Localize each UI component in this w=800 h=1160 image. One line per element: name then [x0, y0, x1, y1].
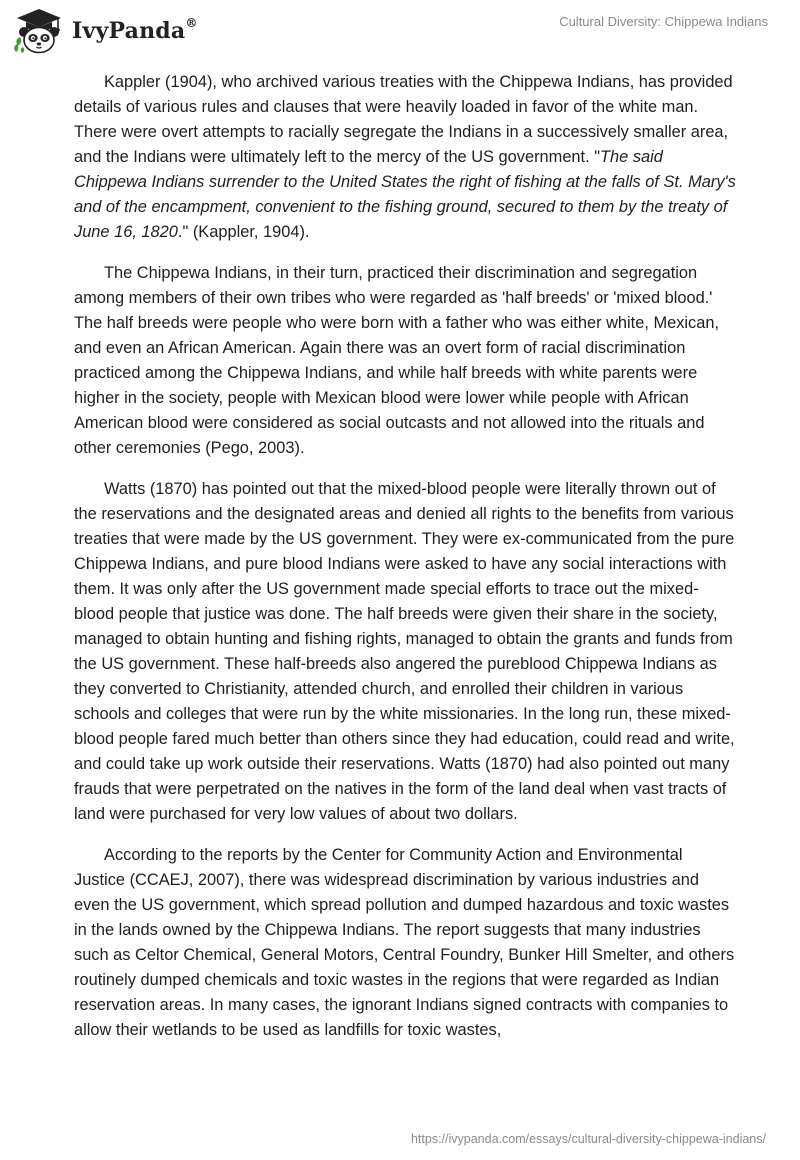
document-title: Cultural Diversity: Chippewa Indians — [559, 14, 768, 29]
source-url[interactable]: https://ivypanda.com/essays/cultural-diversity-chippewa-indians/ — [410, 1132, 766, 1146]
article-body — [74, 70, 736, 1059]
paragraph-4: According to the reports by the Center for Community Action and Environmental Justice (CCAEJ, 2007), there was widespread discrimination by various industries and even the US government, which spread pollution and dumped hazardous and toxic wastes in the lands owned by the Chippewa Indians. The report suggests that many industries such as Celtor Chemical, General Motors, Central Foundry, Bunker Hill Smelter, and others routinely dumped chemicals and toxic wastes in the regions that were regarded as Indian reservation areas. In many cases, the ignorant Indians signed contracts with companies to allow their wetlands to be used as landfills for toxic wastes, — [74, 846, 735, 1039]
paragraph-3: Watts (1870) has pointed out that the mixed-blood people were literally thrown out of the reservations and the designated areas and denied all rights to the benefits from various treaties that were made by the US government. They were ex-communicated from the pure Chippewa Indians, and pure blood Indians were asked to have any social interactions with them. It was only after the US government made special efforts to trace out the mixed-blood people that justice was done. The half breeds were given their share in the society, managed to obtain hunting and fishing rights, managed to obtain the grants and funds from the US government. These half-breeds also angered the pureblood Chippewa Indians as they converted to Christianity, attended church, and enrolled their children in various schools and colleges that were run by the white missionaries. In the long run, these mixed-blood people fared much better than others since they had education, could read and write, and could take up work outside their reservations. Watts (1870) had also pointed out many frauds that were perpetrated on the natives in the form of the land deal when vast tracts of land were purchased for very low values of about two dollars. — [74, 480, 735, 823]
brand-logo[interactable] — [12, 6, 198, 56]
paragraph-2: The Chippewa Indians, in their turn, practiced their discrimination and segregation among members of their own tribes who were regarded as 'half breeds' or 'mixed blood.' The half breeds were people who were born with a father who was either white, Mexican, and even an African American. Again there was an overt form of racial discrimination practiced among the Chippewa Indians, and while half breeds with white parents were higher in the society, people with Mexican blood were lower while people with African American blood were considered as social outcasts and not allowed into the rituals and other ceremonies (Pego, 2003). — [74, 264, 720, 457]
treaty-quote: The said Chippewa Indians surrender to the United States the right of fishing at the falls of St. Mary's and of the encampment, convenient to the fishing ground, secured to them by the treaty of June 16, 1820 — [74, 148, 736, 241]
paragraph-1: Kappler (1904), who archived various treaties with the Chippewa Indians, has provided details of various rules and clauses that were heavily loaded in favor of the white man. There were overt attempts to racially segregate the Indians in a successively smaller area, and the Indians were ultimately left to the mercy of the US government. "The said Chippewa Indians surrender to the United States the right of fishing at the falls of St. Mary's and of the encampment, convenient to the fishing ground, secured to them by the treaty of June 16, 1820." (Kappler, 1904). — [74, 73, 736, 241]
brand-name: IvyPanda® — [72, 16, 198, 44]
panda-graduation-cap-icon — [12, 6, 66, 56]
page-header — [0, 0, 800, 64]
